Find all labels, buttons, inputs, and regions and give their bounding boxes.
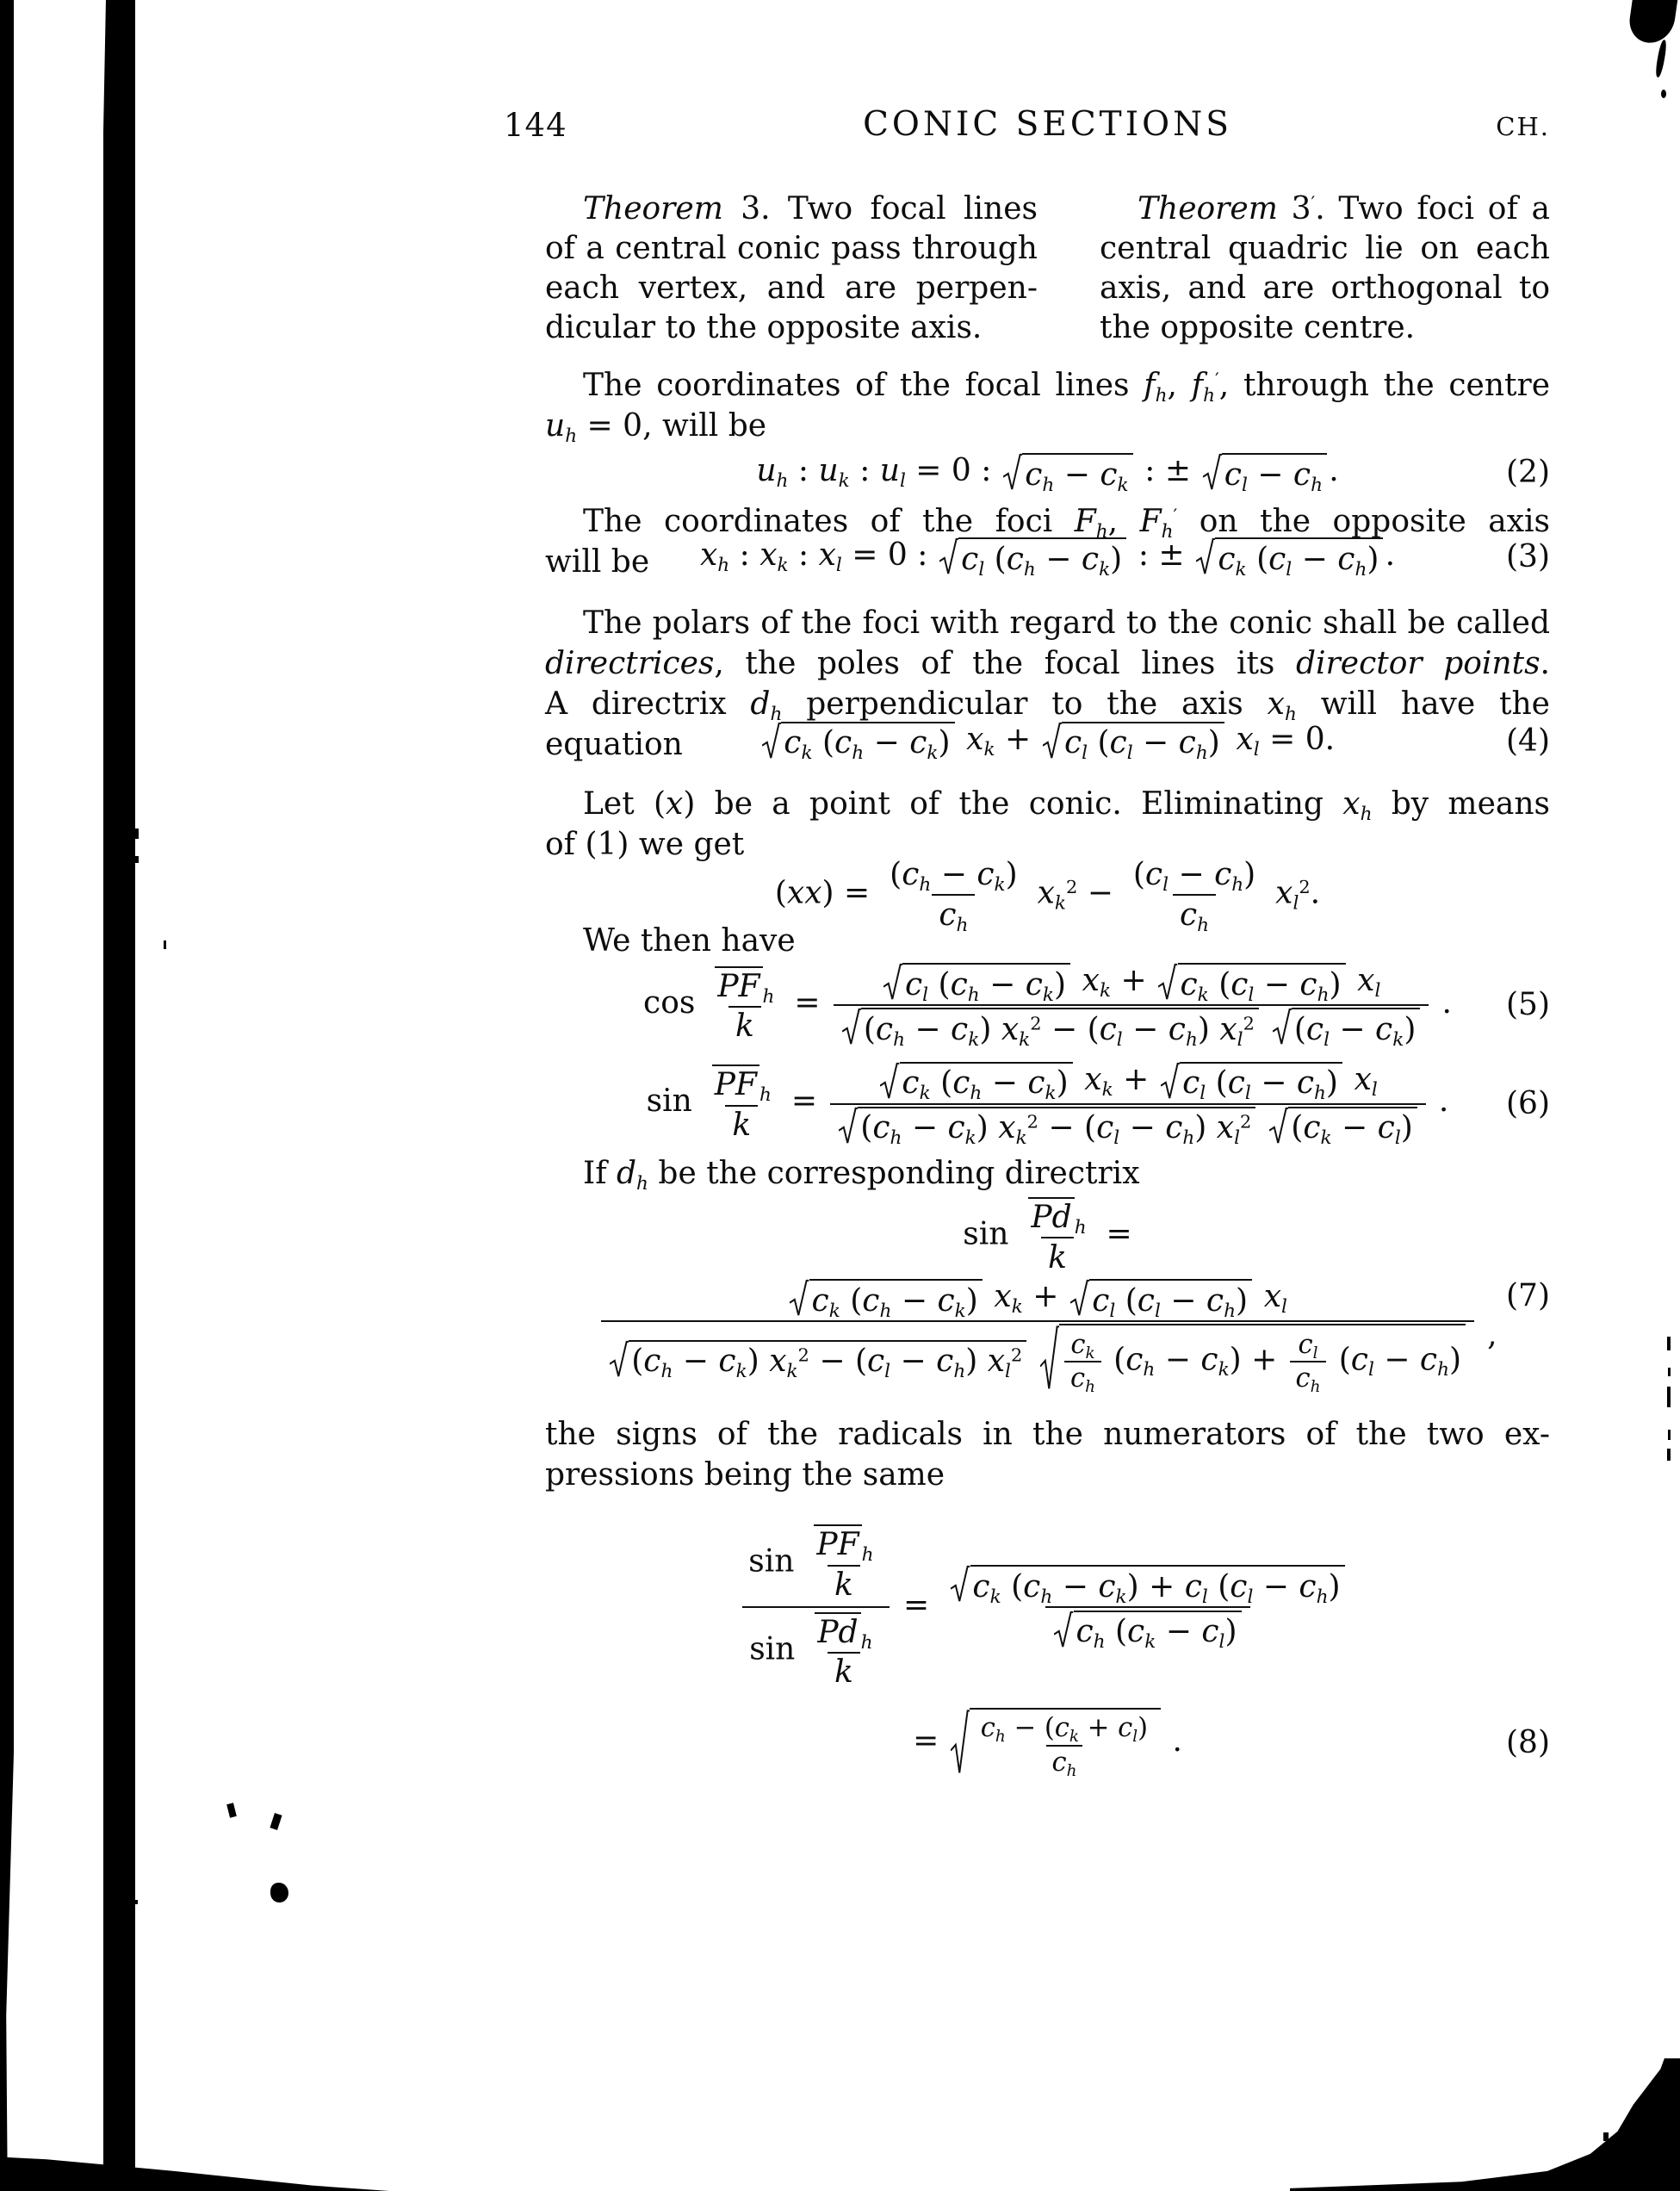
equation-number-4: (4) <box>1506 723 1550 759</box>
scan-speck <box>270 1813 282 1830</box>
equation-8-part2-body: = $\frac{c_h - (c_k + c_l)}{c_h}$ . <box>913 1708 1182 1778</box>
page-content <box>504 0 1551 1780</box>
scan-left-edge-strip <box>0 0 14 2191</box>
scan-speck <box>1668 1430 1671 1440</box>
paragraph-line: pressions being the same <box>545 1456 945 1493</box>
equation-7 <box>545 1195 1550 1397</box>
paragraph-line: of (1) we get <box>545 826 745 862</box>
scan-speck <box>133 1900 138 1904</box>
equation-8-part2 <box>545 1708 1550 1778</box>
scan-speck <box>1667 1387 1671 1407</box>
equation-number-5: (5) <box>1506 987 1550 1023</box>
equation-number-2: (2) <box>1506 454 1550 490</box>
scan-speck <box>1603 2132 1609 2141</box>
paragraph-line: equation <box>545 726 683 762</box>
scan-speck <box>1622 2155 1629 2163</box>
running-title: CONIC SECTIONS <box>863 105 1232 144</box>
paragraph-line: A directrix $d_h$ perpendicular to the axis $x_h$ will have the <box>545 686 1550 725</box>
scan-speck <box>226 1803 237 1817</box>
theorem-3-prime <box>1100 189 1550 348</box>
equation-8-part1 <box>545 1521 1550 1694</box>
theorem-pair <box>545 189 1550 348</box>
scan-speck <box>1668 1368 1671 1376</box>
paragraph-line: We then have <box>583 922 796 959</box>
scan-ink-blot-tail <box>1654 40 1668 78</box>
equation-3-body: $x_h$ : $x_k$ : $x_l = 0$ : $c_l$ $(c_h - c_k)$ : ± $c_k$ $(c_l - c_h)$ . <box>699 537 1396 580</box>
equation-3 <box>545 537 1550 580</box>
equation-6-body: sin $\frac{PF _h}{k}$ = $c_k$ $(c_h - c_k) x_k$ + $c_l$ $(c_l - c_h)$ $x_l$ $(c_h - c_k) x_k^2 - (c_l - c_h)$ $x_l^2$ $(c_k - c_l)$ . <box>646 1061 1449 1150</box>
equation-2 <box>545 452 1550 496</box>
theorem-3-prime-line: Theorem 3′. Two foci of a <box>1138 191 1550 227</box>
theorem-3-prime-line: central quadric lie on each <box>1100 231 1550 266</box>
equation-5-body: cos $\frac{PF _h}{k}$ = $c_l$ $(c_h - c_k) x_k$ + $c_k$ $(c_l - c_h)$ $x_l$ $(c_h - c_k) x_k^2 - (c_l - c_h)$ $x_l^2$ $(c_l - c_k)$ . <box>643 963 1452 1051</box>
paragraph-line: If $d_h$ be the corresponding directrix <box>583 1155 1140 1195</box>
chapter-mark: CH. <box>1496 112 1550 141</box>
equation-number-3: (3) <box>1506 538 1550 574</box>
paragraph-line: Let (x) be a point of the conic. Eliminating $x_h$ by means <box>583 785 1550 825</box>
scan-ink-blot-top-right <box>1627 0 1678 46</box>
paragraph-focal-lines <box>545 365 1550 446</box>
scan-speck <box>1667 1449 1671 1461</box>
paragraph-line: The coordinates of the foci $F_h$, $F_h'$ on the opposite axis <box>583 503 1550 543</box>
paragraph-line: will be <box>545 543 650 580</box>
scan-ink-dot <box>1661 90 1666 98</box>
equation-number-6: (6) <box>1506 1085 1550 1121</box>
theorem-3-prime-line: axis, and are orthogonal to <box>1100 270 1550 306</box>
theorem-3-prime-line: the opposite centre. <box>1100 310 1416 345</box>
equation-8-part1-body: sin $\frac{PF _h}{k}$ sin $\frac{Pd _h}{k}$ = $\frac{c_k (c_h - c_k) + c_l (c_l - c_h)}{c_h (c_k - c_l)}$ <box>739 1521 1357 1694</box>
equation-xx-body: (xx) = $\frac{(c_h - c_k)}{c_h}$ $x_k^2$ − $\frac{(c_l - c_h)}{c_h}$ $x_l^2$. <box>774 856 1321 936</box>
scan-speck <box>135 856 139 863</box>
scan-shadow-bottom-left <box>0 2151 389 2191</box>
equation-xx <box>545 856 1550 934</box>
scan-speck <box>164 940 166 949</box>
theorem-3-line: dicular to the opposite axis. <box>545 310 983 345</box>
equation-7-body: sin $\frac{Pd _h}{k}$ = $c_k$ $(c_h - c_k) x_k$ + $c_l$ $(c_l - c_h)$ $x_l$ $(c_h - c_k) x_k^2 - (c_l - c_h)$ $x_l^2$ $\frac{c_k}{c_h}$ $(c_h - c_k)$ + $\frac{c_l}{c_h}$ $(c_l - c_h)$ , <box>545 1195 1550 1397</box>
scan-speck <box>135 829 139 839</box>
paragraph-line: $u_h = 0$, will be <box>545 408 767 447</box>
equation-number-8: (8) <box>1506 1724 1550 1760</box>
equation-6 <box>545 1059 1550 1150</box>
scan-speck <box>1667 1337 1671 1350</box>
scan-speck <box>270 1883 288 1902</box>
paragraph-line: The polars of the foci with regard to the conic shall be called <box>583 605 1550 641</box>
equation-2-body: $u_h$ : $u_k$ : $u_l = 0$ : $c_h - c_k$ : ± $c_l - c_h$ . <box>756 452 1339 496</box>
paragraph-directrix <box>545 1153 1550 1194</box>
theorem-3 <box>545 189 1038 348</box>
page-header <box>504 105 1550 146</box>
equation-4-body: $c_k$ $(c_h - c_k) x_k$ + $c_l$ $(c_l - c_h) x_l = 0$. <box>760 722 1335 761</box>
equation-5 <box>545 961 1550 1049</box>
paragraph-line: The coordinates of the focal lines $f_h$, $f_h'$, through the centre <box>583 368 1551 407</box>
theorem-3-line: of a central conic pass through <box>545 231 1038 266</box>
equation-number-7: (7) <box>1506 1277 1550 1313</box>
theorem-3-line: Theorem 3. Two focal lines <box>583 191 1038 227</box>
paragraph-signs <box>545 1414 1550 1495</box>
scan-shadow-bottom-right <box>1290 2058 1680 2191</box>
theorem-3-line: each vertex, and are perpen- <box>545 270 1038 306</box>
paragraph-line: the signs of the radicals in the numerators of the two ex- <box>545 1416 1550 1452</box>
paragraph-point <box>545 784 1550 865</box>
paragraph-line: directrices, the poles of the focal lines its director points. <box>545 645 1550 681</box>
equation-4 <box>545 721 1550 765</box>
page-number: 144 <box>504 107 567 144</box>
scan-binding-bar <box>103 0 135 2191</box>
